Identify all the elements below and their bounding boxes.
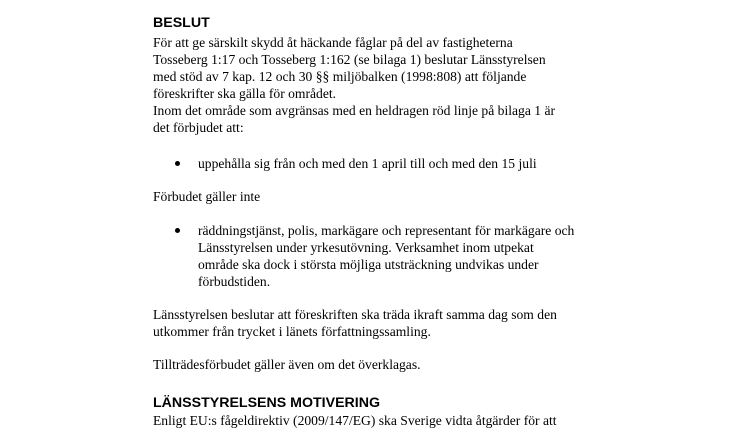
- exception-bullet-line: förbudstiden.: [198, 274, 271, 289]
- exceptions-intro: Förbudet gäller inte: [153, 189, 261, 204]
- exception-bullet-line: område ska dock i största möjliga utsträckning undvikas under: [198, 257, 539, 272]
- exception-bullet-line: räddningstjänst, polis, markägare och representant för markägare och: [198, 223, 575, 238]
- effective-date-line: utkommer från trycket i länets författningssamling.: [153, 324, 431, 339]
- decision-heading: BESLUT: [153, 15, 210, 31]
- decision-intro-line: med stöd av 7 kap. 12 och 30 §§ miljöbalken (1998:808) att följande: [153, 69, 527, 84]
- decision-intro-line: För att ge särskilt skydd åt häckande fåglar på del av fastigheterna: [153, 35, 513, 50]
- decision-intro-line: Tosseberg 1:17 och Tosseberg 1:162 (se bilaga 1) beslutar Länsstyrelsen: [153, 52, 546, 67]
- decision-intro-line: föreskrifter ska gälla för området.: [153, 86, 337, 101]
- appeal-note: Tillträdesförbudet gäller även om det överklagas.: [153, 357, 421, 372]
- exception-bullet-line: Länsstyrelsen under yrkesutövning. Verksamhet inom utpekat: [198, 240, 534, 255]
- decision-intro-line: det förbjudet att:: [153, 120, 244, 135]
- motivation-heading: LÄNSSTYRELSENS MOTIVERING: [153, 395, 381, 411]
- prohibition-bullet-text: uppehålla sig från och med den 1 april till och med den 15 juli: [198, 156, 537, 171]
- effective-date-line: Länsstyrelsen beslutar att föreskriften ska träda ikraft samma dag som den: [153, 307, 557, 322]
- bullet-dot: [175, 161, 180, 166]
- motivation-partial-line: Enligt EU:s fågeldirektiv (2009/147/EG) ska Sverige vidta åtgärder för att: [153, 413, 557, 428]
- decision-intro-line: Inom det område som avgränsas med en heldragen röd linje på bilaga 1 är: [153, 103, 556, 118]
- bullet-dot: [175, 228, 180, 233]
